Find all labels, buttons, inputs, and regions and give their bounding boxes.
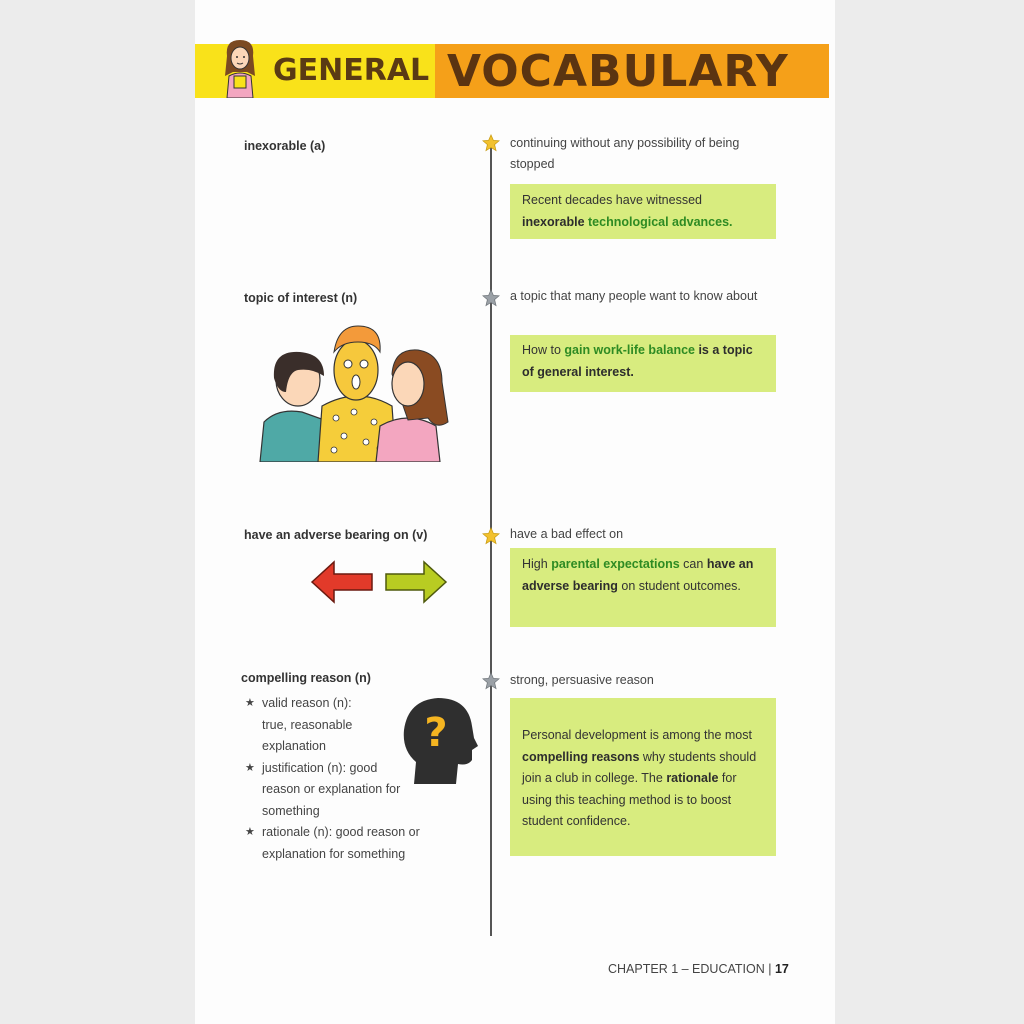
example-topic-of-interest: How to gain work-life balance is a topic of general interest. xyxy=(510,335,776,392)
page-number: 17 xyxy=(774,962,789,976)
banner-right xyxy=(435,44,829,98)
arrow-right-green-icon xyxy=(384,560,448,604)
term-topic-of-interest: topic of interest (n) xyxy=(244,291,358,305)
footer-chapter: CHAPTER 1 – EDUCATION xyxy=(608,962,765,976)
banner-left xyxy=(195,44,435,98)
head-question-mark-icon xyxy=(402,696,478,784)
synonym-item: ★ valid reason (n): true, reasonable explanation xyxy=(245,693,375,758)
star-grey-icon xyxy=(482,289,500,307)
definition-inexorable: continuing without any possibility of being stopped xyxy=(510,136,740,171)
definition-adverse-bearing: have a bad effect on xyxy=(510,527,624,541)
star-gold-icon xyxy=(482,134,500,152)
banner-title-general: GENERAL xyxy=(273,53,430,88)
term-adverse-bearing: have an adverse bearing on (v) xyxy=(244,528,428,542)
synonym-item: ★ rationale (n): good reason or explanation for something xyxy=(245,822,450,865)
girl-reading-icon xyxy=(217,36,263,98)
term-compelling-reason: compelling reason (n) xyxy=(241,671,371,685)
definition-topic-of-interest: a topic that many people want to know about xyxy=(510,289,758,303)
banner-title-vocabulary: VOCABULARY xyxy=(447,46,789,97)
star-grey-icon xyxy=(482,672,500,690)
star-gold-icon xyxy=(482,527,500,545)
header-banner xyxy=(195,44,829,98)
term-inexorable: inexorable (a) xyxy=(244,139,326,153)
example-compelling-reason: Personal development is among the most compelling reasons why students should join a club in college. The rationale for using this teaching method is to boost student confidence. xyxy=(510,698,776,856)
synonym-item: ★ justification (n): good reason or explanation for something xyxy=(245,758,405,823)
example-adverse-bearing: High parental expectations can have an adverse bearing on student outcomes. xyxy=(510,548,776,627)
definition-compelling-reason: strong, persuasive reason xyxy=(510,673,654,687)
svg-text:?: ? xyxy=(424,710,448,756)
page-footer: CHAPTER 1 – EDUCATION | 17 xyxy=(608,962,789,976)
people-talking-illustration xyxy=(258,322,458,462)
example-inexorable: Recent decades have witnessed inexorable technological advances. xyxy=(510,184,776,239)
arrow-left-red-icon xyxy=(310,560,374,604)
